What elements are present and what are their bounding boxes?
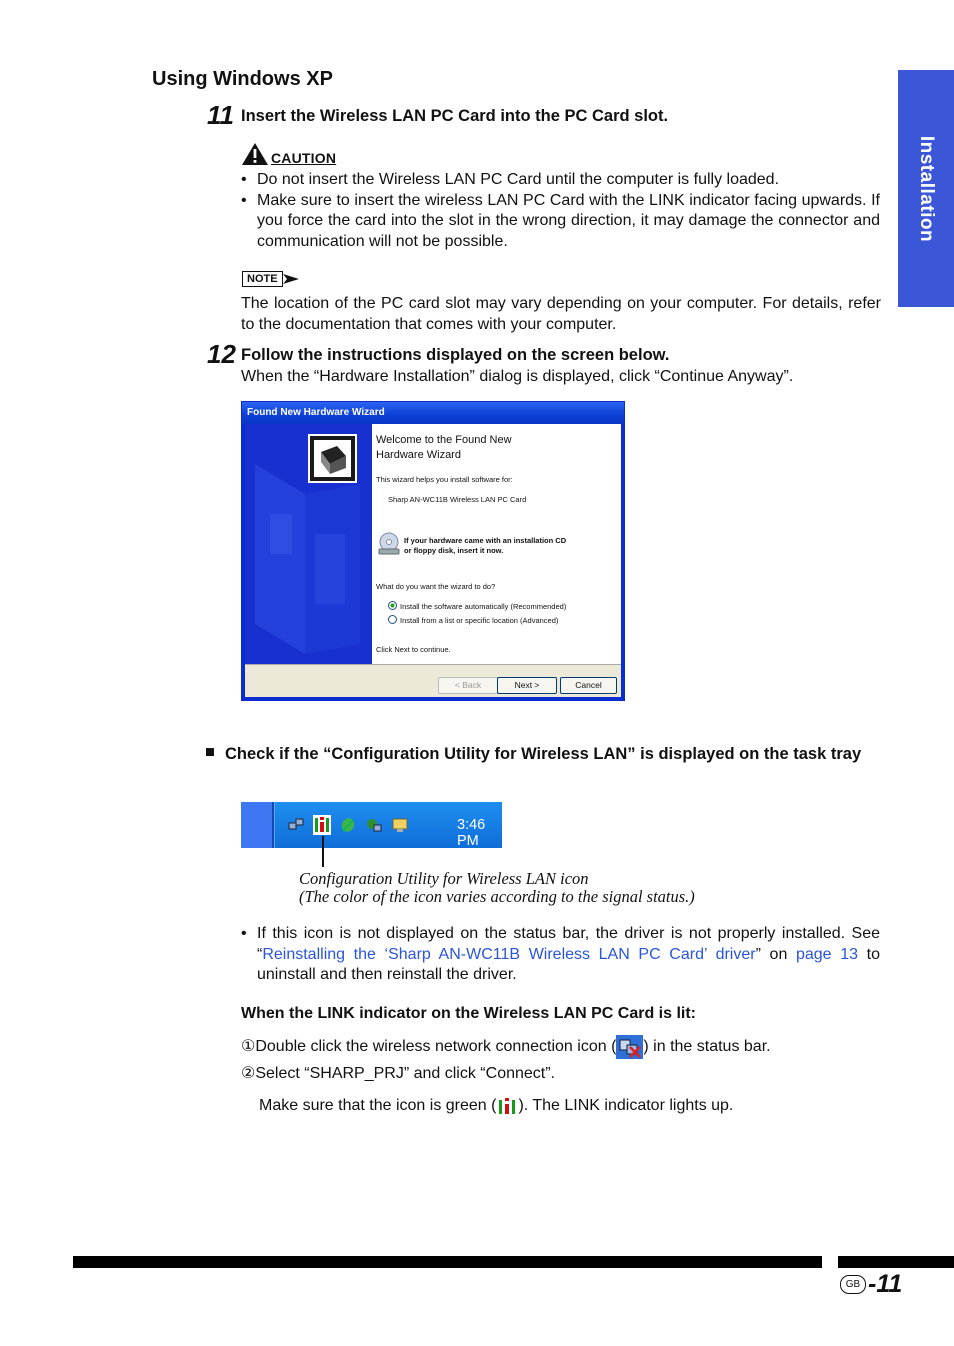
network-icon[interactable] [288, 817, 304, 833]
warning-icon [241, 142, 269, 166]
wizard-continue-text: Click Next to continue. [376, 645, 451, 654]
wizard-button-bar [245, 664, 621, 697]
caution-list [241, 170, 880, 252]
cancel-button[interactable]: Cancel [560, 677, 617, 694]
wizard-heading-2: Hardware Wizard [376, 449, 461, 461]
step-12-text: When the “Hardware Installation” dialog is displayed, click “Continue Anyway”. [241, 368, 794, 385]
task-tray [241, 802, 502, 848]
back-button[interactable]: < Back [438, 677, 498, 694]
leaf-icon[interactable] [340, 817, 356, 833]
hardware-wizard-dialog [241, 401, 625, 701]
page-number-text: -11 [868, 1270, 903, 1298]
green-note-text-b: ). The LINK indicator lights up. [518, 1097, 734, 1114]
wizard-option-advanced[interactable]: Install from a list or specific location (Advanced) [400, 616, 559, 625]
link-section-title: When the LINK indicator on the Wireless LAN PC Card is lit: [241, 1005, 697, 1022]
wireless-utility-icon[interactable] [313, 815, 331, 835]
step-11-number: 11 [207, 100, 234, 130]
step-1-number: ① [241, 1038, 256, 1056]
wizard-option-auto[interactable]: Install the software automatically (Recommended) [400, 602, 567, 611]
caution-item: • Do not insert the Wireless LAN PC Card until the computer is fully loaded. [241, 170, 880, 191]
wizard-question: What do you want the wizard to do? [376, 582, 496, 591]
wizard-device-name: Sharp AN-WC11B Wireless LAN PC Card [388, 495, 527, 504]
tray-clock: 3:46 PM [457, 817, 486, 849]
section-title: Using Windows XP [152, 68, 333, 90]
side-tab-label: Installation [916, 135, 937, 242]
page-number [840, 1270, 902, 1299]
caution-label [241, 142, 336, 166]
arrow-right-icon [283, 272, 299, 286]
tray-caption-line1: Configuration Utility for Wireless LAN icon [299, 869, 589, 888]
caution-item: • Make sure to insert the wireless LAN PC Card with the LINK indicator facing upwards. If you force the card into the slot in the wrong direction, it may damage the connector and communication will not be possible. [241, 191, 880, 253]
gb-badge: GB [840, 1275, 866, 1294]
footer-rule [838, 1256, 954, 1268]
check-marker: ■ [205, 743, 215, 761]
step-11-title: Insert the Wireless LAN PC Card into the PC Card slot. [241, 107, 669, 125]
wizard-title-bar: Found New Hardware Wizard [242, 402, 624, 424]
display-icon[interactable] [392, 817, 408, 833]
driver-note-text: to uninstall and then reinstall the driver. [257, 945, 880, 983]
wizard-intro: This wizard helps you install software for: [376, 475, 513, 484]
radio-selected-icon[interactable] [388, 601, 397, 610]
step-12-title: Follow the instructions displayed on the screen below. [241, 346, 670, 364]
step-2-text: Select “SHARP_PRJ” and click “Connect”. [255, 1065, 555, 1082]
link-step-2 [241, 1064, 555, 1085]
wizard-heading-1: Welcome to the Found New [376, 434, 512, 446]
note-word: NOTE [242, 271, 283, 287]
tray-area [274, 802, 502, 848]
driver-note-list [241, 924, 880, 986]
radio-unselected-icon[interactable] [388, 615, 397, 624]
note-text: The location of the PC card slot may vary depending on your computer. For details, refer to the documentation that comes with your computer. [241, 295, 881, 333]
wizard-cd-line2: or floppy disk, insert it now. [404, 546, 504, 555]
step-1-text-b: ) in the status bar. [643, 1038, 771, 1056]
wizard-body [245, 424, 621, 697]
step-2-number: ② [241, 1065, 256, 1082]
network-connection-icon[interactable] [366, 817, 382, 833]
reinstall-driver-link[interactable]: Reinstalling the ‘Sharp AN-WC11B Wireless LAN PC Card’ driver [262, 945, 756, 963]
driver-note-item [241, 924, 880, 986]
check-heading: Check if the “Configuration Utility for Wireless LAN” is displayed on the task tray [225, 745, 862, 763]
wizard-side-art [245, 424, 372, 664]
note-label [242, 271, 299, 287]
green-signal-icon [496, 1095, 518, 1117]
wireless-connection-icon [616, 1035, 643, 1059]
callout-line [322, 836, 324, 867]
wizard-cd-line1: If your hardware came with an installation CD [404, 536, 567, 545]
next-button[interactable]: Next > [497, 677, 557, 694]
wizard-art-graphic [245, 424, 372, 664]
link-step-1 [241, 1035, 771, 1059]
driver-note-text: If this icon is not displayed on the status bar, the driver is not properly installed. See “ [257, 925, 880, 963]
cd-icon [377, 532, 401, 556]
driver-note-text: ” on [755, 945, 796, 963]
green-icon-note [259, 1094, 733, 1118]
section-side-tab [898, 70, 954, 307]
green-note-text-a: Make sure that the icon is green ( [259, 1097, 497, 1114]
tray-caption-line2: (The color of the icon varies according to the signal status.) [299, 887, 695, 906]
step-12-number: 12 [207, 339, 236, 369]
step-1-text-a: Double click the wireless network connection icon ( [255, 1038, 617, 1056]
page-13-link[interactable]: page 13 [795, 945, 859, 963]
taskbar-edge [241, 802, 274, 848]
footer-rule [73, 1256, 822, 1268]
caution-word: CAUTION [271, 150, 337, 166]
wizard-content [372, 424, 621, 664]
